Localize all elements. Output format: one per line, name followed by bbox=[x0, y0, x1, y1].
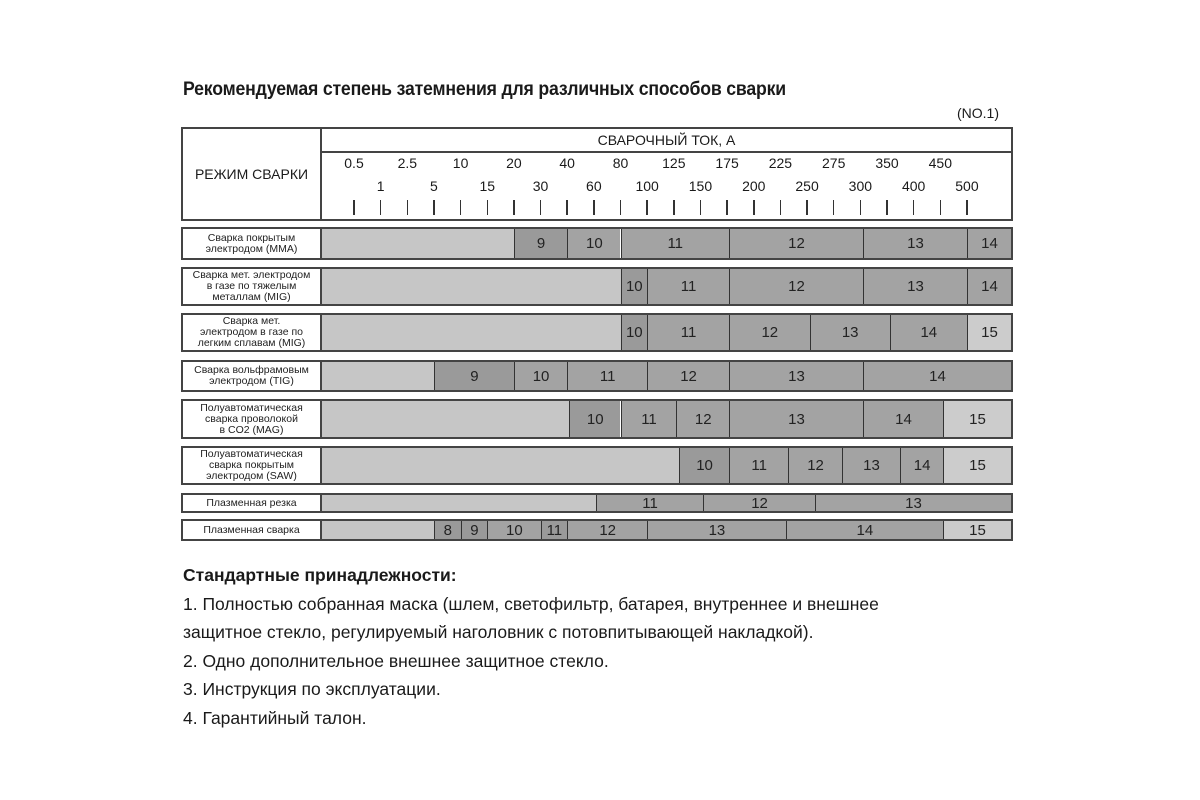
shade-segment bbox=[596, 495, 703, 511]
shade-number: 10 bbox=[506, 521, 523, 539]
current-tick-mark bbox=[806, 200, 808, 215]
shade-segment bbox=[863, 229, 967, 258]
shade-number: 13 bbox=[863, 457, 880, 474]
welding-mode-label-line: электродом (SAW) bbox=[206, 470, 297, 482]
shade-segment bbox=[729, 315, 810, 350]
current-tick-label: 1 bbox=[376, 178, 385, 194]
shade-number: 11 bbox=[546, 521, 563, 539]
shade-number: 10 bbox=[696, 457, 713, 474]
shade-number: 15 bbox=[969, 521, 986, 539]
shade-segment bbox=[569, 401, 620, 437]
document-number: (NO.1) bbox=[957, 105, 999, 121]
welding-mode-row bbox=[181, 227, 1013, 260]
welding-mode-label-line: Полуавтоматическая bbox=[200, 401, 303, 414]
shade-segment bbox=[967, 315, 1011, 350]
current-tick-label: 20 bbox=[506, 155, 522, 171]
no-protection-segment bbox=[322, 448, 679, 483]
shade-number: 8 bbox=[443, 521, 452, 539]
shade-segment bbox=[786, 521, 943, 539]
current-tick-mark bbox=[886, 200, 888, 215]
shade-number: 13 bbox=[907, 278, 924, 295]
shade-number: 14 bbox=[920, 324, 938, 341]
current-tick-label: 300 bbox=[848, 178, 873, 194]
current-tick-label: 80 bbox=[612, 155, 629, 171]
accessories-section bbox=[183, 561, 879, 732]
no-protection-segment bbox=[322, 315, 621, 350]
current-tick-mark bbox=[540, 200, 542, 215]
no-protection-segment bbox=[322, 229, 514, 258]
current-tick-label: 400 bbox=[901, 178, 926, 194]
welding-mode-label-line: Плазменная резка bbox=[206, 496, 297, 509]
shade-number: 12 bbox=[694, 410, 712, 428]
current-tick-label: 450 bbox=[928, 155, 952, 171]
shade-number: 9 bbox=[470, 521, 479, 539]
shade-number: 12 bbox=[680, 367, 697, 385]
current-tick-mark bbox=[833, 200, 835, 215]
current-tick-label: 250 bbox=[795, 178, 819, 194]
current-tick-mark bbox=[673, 200, 675, 215]
current-tick-mark bbox=[646, 200, 648, 215]
current-tick-mark bbox=[353, 200, 355, 215]
current-tick-label: 100 bbox=[635, 178, 659, 194]
welding-mode-row bbox=[181, 313, 1013, 352]
shade-segment bbox=[541, 521, 568, 539]
shade-segment bbox=[621, 401, 677, 437]
welding-mode-row bbox=[181, 267, 1013, 306]
shade-number: 10 bbox=[585, 235, 603, 252]
shade-number: 9 bbox=[470, 367, 479, 385]
page-title: Рекомендуемая степень затемнения для различных способов сварки bbox=[183, 79, 786, 100]
welding-mode-label-line: электродом в газе по bbox=[200, 326, 303, 338]
welding-mode-label bbox=[183, 495, 322, 511]
shade-number: 12 bbox=[761, 324, 779, 341]
current-tick-label: 15 bbox=[479, 178, 496, 194]
current-tick-mark bbox=[940, 200, 942, 215]
shade-number: 13 bbox=[788, 367, 805, 385]
shade-number: 11 bbox=[680, 278, 697, 295]
current-tick-label: 60 bbox=[586, 178, 602, 194]
welding-mode-label-line: легким сплавам (MIG) bbox=[197, 337, 306, 349]
shade-segment bbox=[815, 495, 1011, 511]
shade-segment bbox=[842, 448, 901, 483]
current-tick-label: 10 bbox=[452, 155, 469, 171]
shade-segment bbox=[679, 448, 729, 483]
welding-mode-label-line: сварка покрытым bbox=[208, 459, 295, 471]
current-tick-label: 225 bbox=[768, 155, 793, 171]
shade-number: 14 bbox=[981, 278, 998, 295]
welding-mode-label-line: сварка проволокой bbox=[205, 412, 298, 425]
current-tick-mark bbox=[753, 200, 755, 215]
shade-number: 15 bbox=[969, 457, 986, 474]
shade-segment bbox=[863, 362, 1011, 390]
shade-number: 11 bbox=[667, 235, 684, 252]
shade-segment bbox=[729, 401, 863, 437]
shade-segment bbox=[514, 229, 567, 258]
current-tick-label: 30 bbox=[532, 178, 549, 194]
no-protection-segment bbox=[322, 401, 569, 437]
shade-segment bbox=[890, 315, 967, 350]
welding-mode-label-line: в газе по тяжелым bbox=[206, 280, 297, 292]
accessories-heading: Стандартные принадлежности: bbox=[183, 565, 457, 585]
welding-mode-label-line: в CO2 (MAG) bbox=[219, 423, 284, 436]
current-tick-label: 150 bbox=[688, 178, 713, 194]
welding-mode-label bbox=[183, 362, 322, 390]
no-protection-segment bbox=[322, 521, 434, 539]
shade-segment bbox=[943, 521, 1011, 539]
shade-segment bbox=[703, 495, 815, 511]
shade-segment bbox=[621, 269, 648, 304]
current-tick-label: 5 bbox=[430, 178, 438, 194]
shade-segment bbox=[943, 448, 1011, 483]
current-tick-mark bbox=[860, 200, 862, 215]
current-tick-mark bbox=[460, 200, 462, 215]
row-header-label: РЕЖИМ СВАРКИ bbox=[183, 129, 322, 219]
current-tick-mark bbox=[966, 200, 968, 215]
current-tick-mark bbox=[380, 200, 382, 215]
shade-number: 14 bbox=[929, 367, 946, 385]
welding-mode-label-line: Плазменная сварка bbox=[203, 523, 300, 536]
welding-mode-label bbox=[183, 315, 322, 350]
table-header bbox=[181, 127, 1013, 221]
shade-segment bbox=[647, 269, 729, 304]
shade-segment bbox=[514, 362, 567, 390]
shade-segment bbox=[567, 521, 647, 539]
shade-number: 12 bbox=[788, 278, 805, 295]
current-tick-mark bbox=[433, 200, 435, 215]
shade-number: 13 bbox=[905, 494, 922, 512]
shade-number: 11 bbox=[642, 494, 658, 512]
welding-mode-label-line: Сварка мет. электродом bbox=[192, 269, 311, 281]
shade-number: 15 bbox=[981, 324, 998, 341]
shade-number: 12 bbox=[751, 494, 768, 512]
no-protection-segment bbox=[322, 362, 434, 390]
shade-number: 14 bbox=[895, 410, 912, 428]
current-tick-label: 40 bbox=[559, 155, 575, 171]
shade-segment bbox=[900, 448, 943, 483]
welding-mode-label bbox=[183, 521, 322, 539]
welding-mode-label-line: металлам (MIG) bbox=[212, 291, 291, 303]
current-tick-label: 125 bbox=[662, 155, 686, 171]
shade-segment bbox=[729, 362, 863, 390]
shade-segment bbox=[788, 448, 841, 483]
shade-segment bbox=[647, 521, 786, 539]
shade-segment bbox=[647, 362, 729, 390]
shade-segment bbox=[729, 448, 788, 483]
shade-segment bbox=[863, 269, 967, 304]
accessories-line: 4. Гарантийный талон. bbox=[183, 707, 367, 728]
accessories-line: защитное стекло, регулируемый наголовник с потовпитывающей накладкой). bbox=[183, 622, 814, 642]
shade-number: 14 bbox=[981, 235, 998, 252]
current-tick-label: 275 bbox=[822, 155, 846, 171]
shade-number: 11 bbox=[599, 367, 616, 385]
welding-mode-label-line: Сварка покрытым bbox=[207, 231, 296, 244]
welding-mode-row bbox=[181, 360, 1013, 392]
shade-number: 11 bbox=[641, 410, 657, 428]
accessories-line: 1. Полностью собранная маска (шлем, светофильтр, батарея, внутреннее и внешнее bbox=[183, 593, 879, 614]
shade-number: 13 bbox=[788, 410, 805, 428]
welding-mode-label-line: электродом (TIG) bbox=[209, 375, 294, 387]
shade-number: 12 bbox=[599, 521, 616, 539]
shade-number: 13 bbox=[907, 235, 924, 252]
shade-number: 12 bbox=[807, 457, 824, 474]
no-protection-segment bbox=[322, 495, 596, 511]
current-tick-mark bbox=[700, 200, 702, 215]
shade-segment bbox=[621, 229, 729, 258]
shade-segment bbox=[434, 362, 514, 390]
no-protection-segment bbox=[322, 269, 621, 304]
current-tick-label: 350 bbox=[875, 155, 899, 171]
column-header-label: СВАРОЧНЫЙ ТОК, А bbox=[322, 129, 1011, 153]
shade-number: 15 bbox=[969, 410, 986, 428]
shade-number: 13 bbox=[708, 521, 726, 539]
welding-mode-row bbox=[181, 446, 1013, 485]
current-tick-label: 200 bbox=[742, 178, 766, 194]
welding-mode-row bbox=[181, 519, 1013, 541]
current-tick-mark bbox=[513, 200, 515, 215]
welding-mode-row bbox=[181, 399, 1013, 439]
welding-mode-label bbox=[183, 401, 322, 437]
welding-mode-row bbox=[181, 493, 1013, 513]
accessories-line: 3. Инструкция по эксплуатации. bbox=[183, 679, 441, 699]
shade-segment bbox=[943, 401, 1011, 437]
shade-number: 14 bbox=[913, 457, 931, 474]
shade-segment bbox=[967, 229, 1011, 258]
shade-segment bbox=[676, 401, 729, 437]
welding-mode-label bbox=[183, 448, 322, 483]
current-tick-label: 175 bbox=[715, 155, 739, 171]
shade-number: 10 bbox=[532, 367, 550, 385]
welding-mode-label-line: электродом (MMA) bbox=[205, 242, 298, 255]
shade-number: 11 bbox=[751, 457, 767, 474]
current-tick-mark bbox=[913, 200, 915, 215]
shade-segment bbox=[729, 269, 863, 304]
current-tick-mark bbox=[726, 200, 728, 215]
current-tick-mark bbox=[780, 200, 782, 215]
welding-mode-label-line: Сварка мет. bbox=[222, 315, 281, 327]
shade-number: 13 bbox=[841, 324, 859, 341]
shade-number: 11 bbox=[680, 324, 697, 341]
current-tick-label: 500 bbox=[955, 178, 979, 194]
shade-segment bbox=[434, 521, 461, 539]
current-tick-label: 2.5 bbox=[397, 155, 418, 171]
current-tick-mark bbox=[407, 200, 409, 215]
shade-number: 12 bbox=[788, 235, 805, 252]
shade-number: 10 bbox=[586, 410, 604, 428]
shade-number: 14 bbox=[856, 521, 874, 539]
shade-number: 10 bbox=[625, 324, 643, 341]
shade-segment bbox=[863, 401, 943, 437]
shade-segment bbox=[810, 315, 890, 350]
welding-mode-label-line: Сварка вольфрамовым bbox=[194, 364, 309, 376]
shade-number: 9 bbox=[536, 235, 546, 252]
current-tick-mark bbox=[487, 200, 489, 215]
welding-mode-label bbox=[183, 229, 322, 258]
welding-mode-label bbox=[183, 269, 322, 304]
shade-segment bbox=[621, 315, 648, 350]
welding-mode-label-line: Полуавтоматическая bbox=[200, 448, 303, 460]
shade-segment bbox=[967, 269, 1011, 304]
shade-number: 10 bbox=[625, 278, 643, 295]
accessories-line: 2. Одно дополнительное внешнее защитное стекло. bbox=[183, 650, 609, 671]
shade-segment bbox=[567, 229, 620, 258]
current-tick-mark bbox=[593, 200, 595, 215]
current-tick-mark bbox=[566, 200, 568, 215]
current-tick-mark bbox=[620, 200, 622, 215]
current-tick-label: 0.5 bbox=[344, 155, 364, 171]
shade-segment bbox=[567, 362, 647, 390]
shade-segment bbox=[487, 521, 540, 539]
shade-segment bbox=[729, 229, 863, 258]
shade-segment bbox=[647, 315, 729, 350]
shade-segment bbox=[461, 521, 488, 539]
